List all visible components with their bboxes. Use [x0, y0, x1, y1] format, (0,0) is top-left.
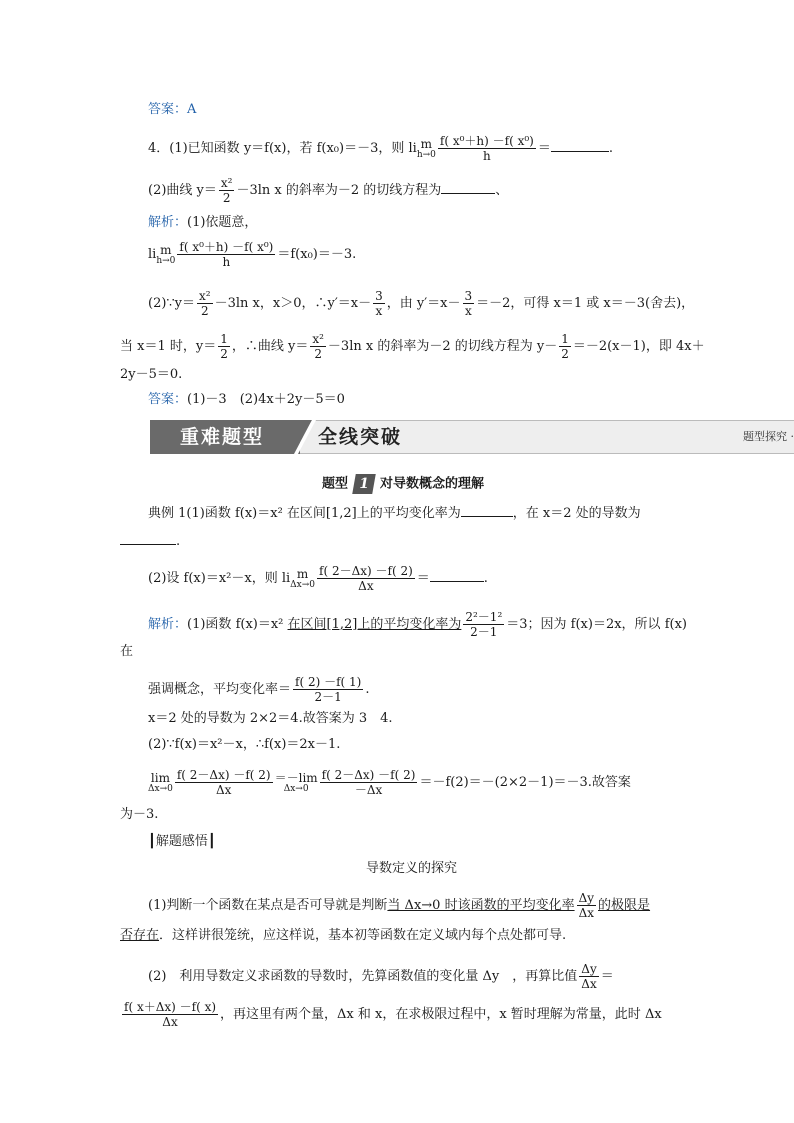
frac-num: 1: [220, 332, 228, 346]
frac-den: 2: [197, 303, 213, 318]
solex-l2b: .: [365, 682, 370, 697]
lim-m: m: [296, 566, 309, 581]
lim-text: ＝－lim: [274, 770, 318, 785]
lim-sub: h→0: [156, 255, 176, 266]
frac-num: Δy: [581, 962, 597, 976]
sol4-limit: [156, 244, 175, 266]
solution-label: 解析：: [148, 215, 188, 230]
sol4-l4d: ＝－2(x－1)，即 4x＋: [572, 339, 705, 354]
frac-num: x²: [199, 289, 211, 303]
q4-fraction: [438, 134, 536, 163]
sol4-l3c: ，由 y′＝x－: [386, 296, 461, 311]
solex-l1a: (1)函数 f(x)＝x²: [187, 617, 288, 632]
frac-den: 2: [220, 347, 228, 361]
frac-num: 3: [375, 289, 383, 303]
type-1-heading: [322, 474, 484, 494]
ex1-limit: [290, 568, 315, 590]
q4-part1-prefix: 4．(1)已知函数 y＝f(x)，若 f(x₀)＝－3，则 li: [148, 141, 417, 156]
frac-den: 2: [561, 347, 569, 361]
ex1-l1b: ，在 x＝2 处的导数为: [512, 506, 641, 521]
frac-num: 2²－1²: [465, 610, 503, 624]
frac-3-x-2: [463, 289, 475, 318]
answer-blank: [120, 532, 176, 545]
insight-para-1b: [120, 927, 566, 945]
type-number-badge: 1: [352, 474, 376, 494]
frac-num: f( 2－Δx) －f( 2): [176, 768, 271, 782]
example-solution-line-3: x＝2 处的导数为 2×2＝4.故答案为 3 4.: [148, 711, 393, 726]
solex-l2a: 强调概念，平均变化率＝: [148, 682, 292, 697]
lim-sub: h→0: [416, 149, 436, 160]
question-4-part-1: [148, 134, 613, 163]
insight-para-2: [148, 962, 614, 991]
solex-l1b: ＝3；因为 f(x)＝2x，所以 f(x): [506, 617, 687, 632]
type-title: 对导数概念的理解: [380, 476, 485, 492]
insight-frac-1: [577, 891, 596, 920]
lim-m: m: [160, 242, 172, 257]
example-solution-line-1b: 在: [120, 644, 134, 659]
solution-4-line-3: [148, 289, 694, 318]
insight-p3a: ，再这里有两个量，Δx 和 x，在求极限过程中，x 暂时理解为常量，此时 Δx: [220, 1007, 662, 1022]
insight-p1u: 当 Δx→0 时该函数的平均变化率: [387, 898, 575, 913]
frac-den: h: [177, 254, 275, 269]
ex1-p2end: .: [483, 571, 488, 586]
ex1-p2a: (2)设 f(x)＝x²－x，则 li: [148, 571, 291, 586]
frac-num: f( x⁰＋h) －f( x⁰): [439, 134, 534, 148]
sol4-l4b: ，∴曲线 y＝: [231, 339, 309, 354]
lim-sub: Δx→0: [148, 783, 173, 794]
frac-num: f( 2－Δx) －f( 2): [319, 564, 413, 578]
q4-part2-end: 、: [495, 183, 509, 198]
answer-blank: [441, 181, 495, 194]
sol4-l3b: －3ln x，x＞0，∴y′＝x－: [214, 296, 372, 311]
q4-eq: ＝: [537, 141, 551, 156]
sol4-l4c: －3ln x 的斜率为－2 的切线方程为 y－: [327, 339, 558, 354]
lim-text: lim: [150, 770, 170, 785]
frac-num: f( x＋Δx) －f( x): [124, 1000, 217, 1014]
answer-blank: [551, 139, 609, 152]
ex1-p2b: ＝: [416, 571, 430, 586]
example-solution-line-2: [148, 675, 369, 704]
lim-sub: Δx→0: [290, 579, 315, 590]
solex-frac-4: [320, 768, 418, 797]
q4-limit: [417, 138, 436, 160]
solution-4-line-2: [148, 240, 356, 269]
frac-x2-2b: [310, 332, 326, 361]
insight-p1b-u: 否存在: [120, 928, 160, 943]
frac-3-x: [373, 289, 385, 318]
frac-den: 2－1: [463, 624, 504, 639]
insight-p1a: (1)判断一个函数在某点是否可导就是判断: [148, 898, 388, 913]
solution-4-line-5: 2y－5＝0.: [120, 367, 183, 382]
frac-den: 2: [310, 346, 326, 361]
frac-den: h: [438, 148, 536, 163]
banner-slant-icon: [290, 420, 316, 454]
frac-num: 3: [464, 289, 473, 303]
solution-label: 解析：: [148, 617, 188, 632]
solex-limit-1: [148, 772, 173, 794]
frac-den: Δx: [317, 578, 415, 593]
insight-tag: ┃解题感悟┃: [148, 834, 216, 849]
q4-p2-fraction: [219, 176, 235, 205]
answer-blank: [430, 569, 484, 582]
frac-num: x²: [220, 176, 233, 190]
sol4-fraction: [177, 240, 275, 269]
example-1-part-2: [148, 564, 488, 593]
sol4-l4a: 当 x＝1 时，y＝: [120, 339, 217, 354]
banner-left-title: 重难题型: [150, 420, 300, 454]
example-1-line-2: [120, 532, 180, 551]
insight-frac-2: [579, 962, 598, 991]
sol4-l3a: (2)∵y＝: [148, 296, 196, 311]
frac-num: f( x⁰＋h) －f( x⁰): [179, 240, 274, 254]
frac-den: Δx: [175, 782, 273, 797]
answer-a: 答案：A: [148, 102, 197, 117]
frac-den: Δx: [122, 1014, 218, 1029]
frac-num: Δy: [578, 891, 595, 905]
insight-title: 导数定义的探究: [366, 861, 458, 876]
q4-part2-suffix: －3ln x 的斜率为－2 的切线方程为: [236, 183, 442, 198]
insight-p2b: ＝: [600, 969, 614, 984]
frac-1-2: [218, 332, 230, 361]
frac-den: 2: [219, 190, 235, 205]
frac-x2-2: [197, 289, 213, 318]
frac-den: x: [463, 303, 475, 318]
sol4-l3d: ＝－2，可得 x＝1 或 x＝－3(舍去)，: [476, 296, 695, 311]
frac-den: Δx: [577, 905, 596, 920]
question-4-part-2: [148, 176, 508, 205]
solution-4-answer: [148, 391, 345, 409]
lim-prefix: li: [148, 247, 157, 262]
example-solution-line-5: [148, 768, 631, 797]
lim-m: m: [420, 136, 433, 151]
frac-1-2b: [559, 332, 571, 361]
solex-l5-end: ＝－f(2)＝－(2×2－1)＝－3.故答案: [419, 775, 631, 790]
lim-sub: Δx→0: [283, 783, 309, 794]
sol4-line1: (1)依题意，: [187, 215, 258, 230]
insight-p1u2: 的极限是: [598, 898, 651, 913]
answer-value: (1)－3 (2)4x＋2y－5＝0: [187, 392, 345, 407]
example-solution-line-6: 为－3.: [120, 807, 159, 822]
solex-frac-3: [175, 768, 273, 797]
example-solution-line-1: [148, 610, 687, 639]
example-1-line-1: [148, 504, 641, 523]
insight-p1b: ．这样讲很笼统，应这样说，基本初等函数在定义域内每个点处都可导.: [159, 928, 567, 943]
banner-middle-title: 全线突破: [318, 426, 403, 448]
frac-num: x²: [312, 332, 324, 346]
frac-num: 1: [561, 332, 569, 346]
q4-end: .: [608, 141, 613, 156]
ex1-fraction: [317, 564, 415, 593]
frac-num: f( 2) －f( 1): [295, 675, 362, 689]
frac-den: x: [373, 303, 385, 318]
insight-para-3: [120, 1000, 662, 1029]
frac-den: Δx: [579, 976, 598, 991]
frac-num: f( 2－Δx) －f( 2): [321, 768, 416, 782]
ex1-l2end: .: [176, 534, 181, 549]
example-solution-line-4: (2)∵f(x)＝x²－x，∴f(x)＝2x－1.: [148, 737, 341, 752]
sol4-result: ＝f(x₀)＝－3.: [277, 247, 357, 262]
solution-4-line-4: [120, 332, 705, 361]
solex-frac-2: [293, 675, 363, 704]
section-banner: [150, 420, 794, 454]
type-prefix: 题型: [322, 476, 349, 492]
insight-p2a: (2) 利用导数定义求函数的导数时，先算函数值的变化量 Δy ，再算比值: [148, 969, 578, 984]
solex-frac-1: [463, 610, 504, 639]
solution-4-line-1: [148, 214, 257, 232]
answer-label: 答案：: [148, 392, 188, 407]
frac-den: 2－1: [293, 689, 363, 704]
banner-right-text: 题型探究 ·: [743, 430, 794, 443]
frac-den: －Δx: [320, 782, 418, 797]
insight-frac-3: [122, 1000, 218, 1029]
solex-l1u: 在区间[1,2]上的平均变化率为: [287, 617, 462, 632]
ex1-l1: 典例 1(1)函数 f(x)＝x² 在区间[1,2]上的平均变化率为: [148, 506, 461, 521]
answer-blank: [461, 504, 513, 517]
insight-para-1: [148, 891, 650, 920]
q4-part2-prefix: (2)曲线 y＝: [148, 183, 217, 198]
solex-limit-2: [275, 772, 318, 794]
